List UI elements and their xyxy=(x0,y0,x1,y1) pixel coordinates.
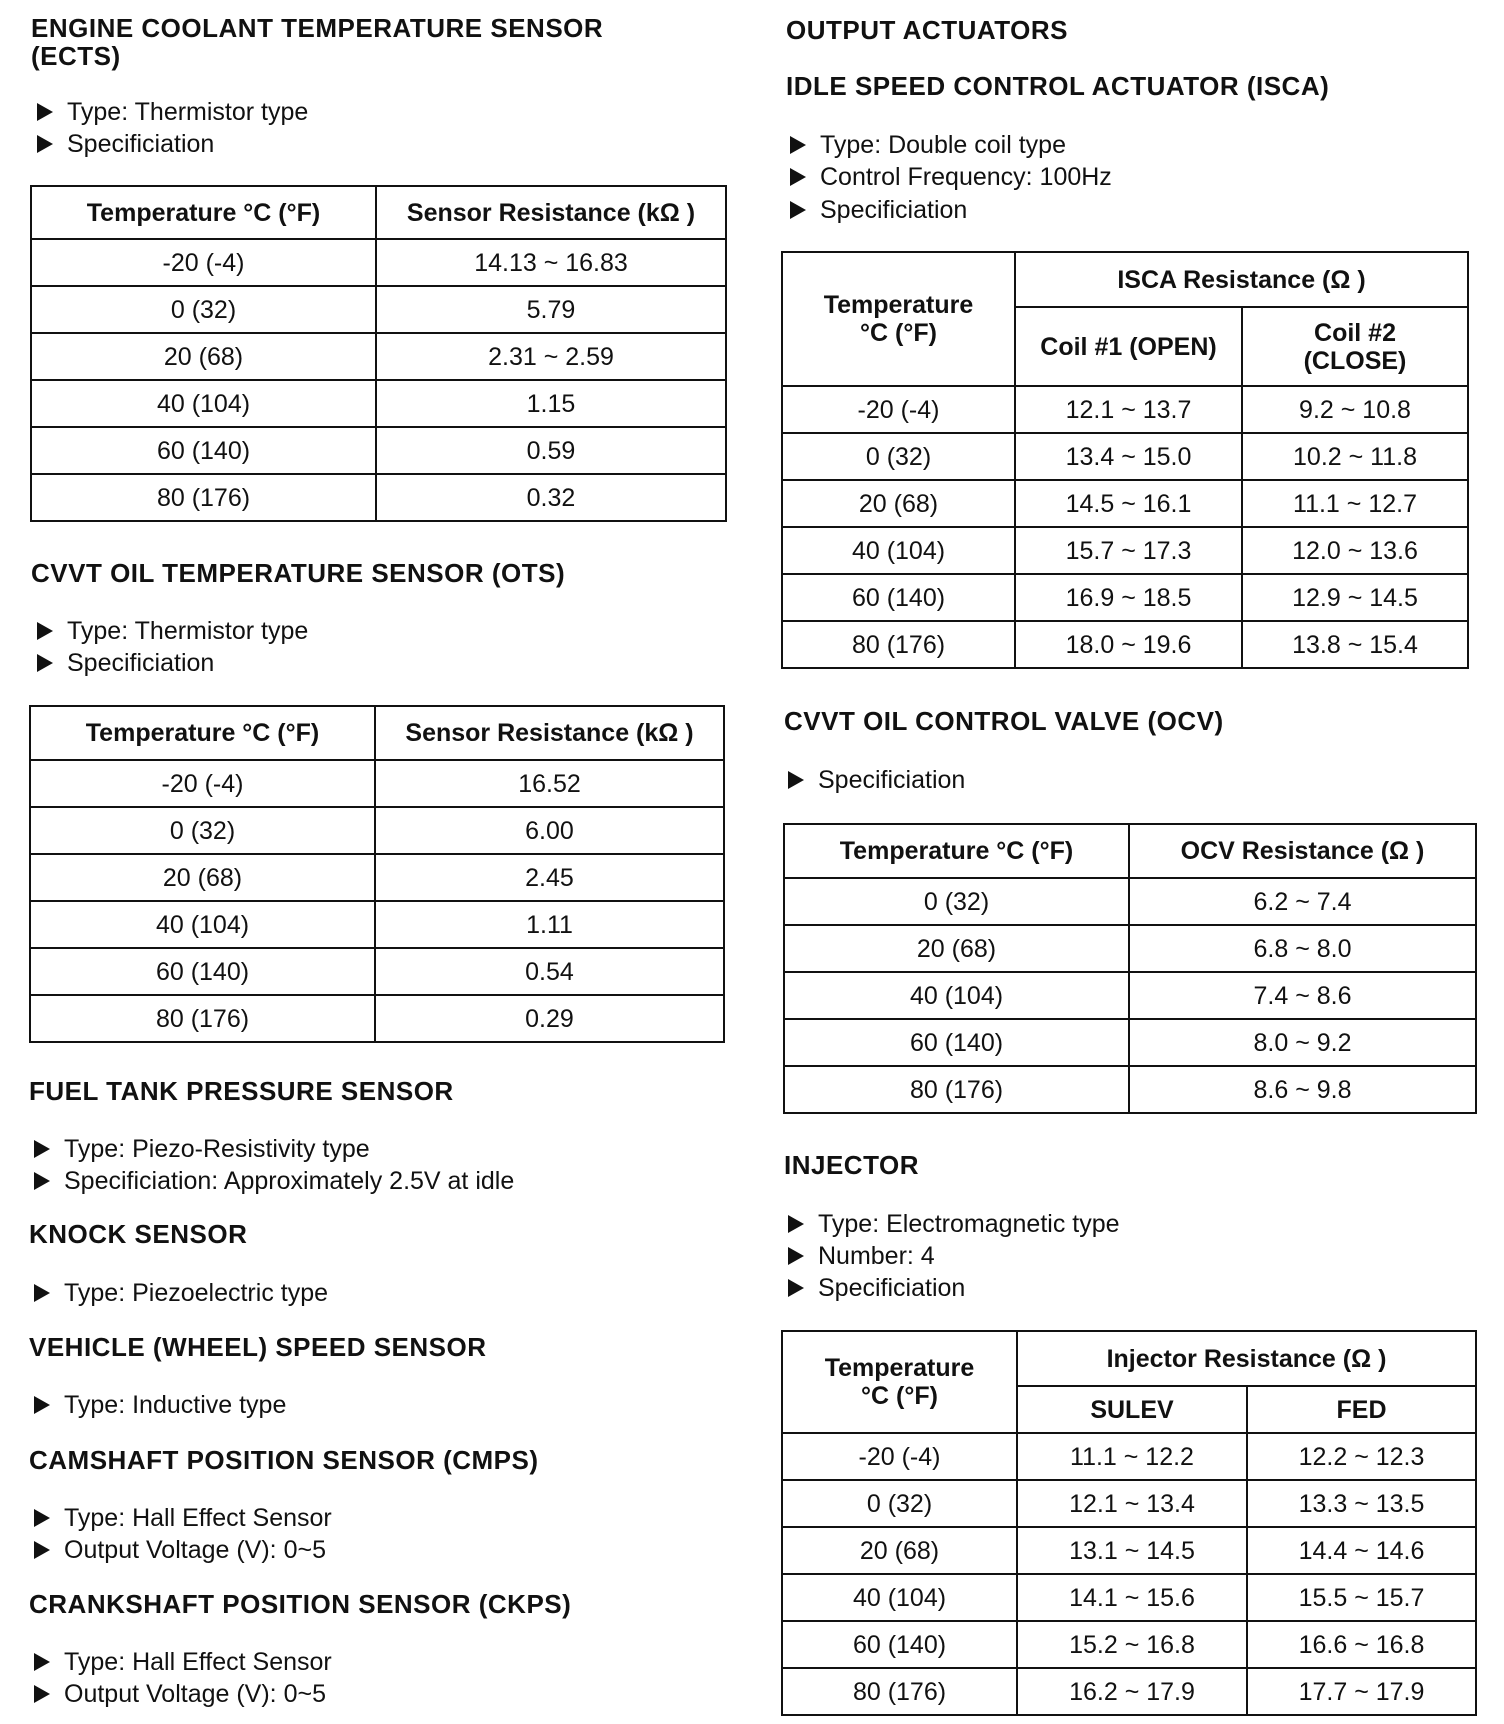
cell-coil2: 12.0 ~ 13.6 xyxy=(1242,527,1468,574)
cell-temp: 60 (140) xyxy=(31,427,376,474)
table-header-row xyxy=(782,1331,1476,1386)
col-header-temperature: Temperature °C (°F) xyxy=(784,824,1129,878)
table-row xyxy=(782,433,1468,480)
cell-temp: 60 (140) xyxy=(784,1019,1129,1066)
bullet-arrow-icon xyxy=(34,1685,50,1703)
table-row xyxy=(784,972,1476,1019)
table-row xyxy=(782,480,1468,527)
header-line: Temperature xyxy=(823,291,974,319)
cell-resistance: 1.11 xyxy=(375,901,724,948)
table-row xyxy=(782,1527,1476,1574)
table-row xyxy=(782,527,1468,574)
injector-bullet-spec xyxy=(788,1272,965,1304)
ects-title-line1: ENGINE COOLANT TEMPERATURE SENSOR xyxy=(31,13,604,43)
table-row xyxy=(784,1019,1476,1066)
header-line: °C (°F) xyxy=(861,1382,938,1410)
cell-temp: 20 (68) xyxy=(31,333,376,380)
cmps-title: CAMSHAFT POSITION SENSOR (CMPS) xyxy=(29,1445,539,1475)
cell-temp: 80 (176) xyxy=(782,1668,1017,1715)
ocv-table xyxy=(783,823,1477,1114)
table-row xyxy=(782,1433,1476,1480)
bullet-text: Specificiation xyxy=(820,196,968,224)
bullet-text: Type: Thermistor type xyxy=(67,98,309,126)
cell-sulev: 15.2 ~ 16.8 xyxy=(1017,1621,1247,1668)
table-row xyxy=(782,574,1468,621)
cell-resistance: 14.13 ~ 16.83 xyxy=(376,239,726,286)
bullet-text: Specificiation xyxy=(818,1274,966,1302)
cell-temp: -20 (-4) xyxy=(30,760,375,807)
table-header-row xyxy=(782,252,1468,307)
cell-temp: 80 (176) xyxy=(784,1066,1129,1113)
bullet-text: Control Frequency: 100Hz xyxy=(820,163,1112,191)
ects-title-line2: (ECTS) xyxy=(31,41,121,71)
cell-temp: -20 (-4) xyxy=(31,239,376,286)
cell-coil2: 9.2 ~ 10.8 xyxy=(1242,386,1468,433)
cell-temp: 40 (104) xyxy=(30,901,375,948)
cell-coil2: 13.8 ~ 15.4 xyxy=(1242,621,1468,668)
ckps-title: CRANKSHAFT POSITION SENSOR (CKPS) xyxy=(29,1589,572,1619)
ots-bullet-spec xyxy=(37,647,214,679)
bullet-arrow-icon xyxy=(37,103,53,121)
cell-temp: 40 (104) xyxy=(782,527,1015,574)
bullet-text: Specificiation xyxy=(67,649,215,677)
injector-table xyxy=(781,1330,1477,1716)
table-row xyxy=(30,948,724,995)
table-row xyxy=(782,1621,1476,1668)
ects-title xyxy=(31,14,603,70)
cell-coil1: 14.5 ~ 16.1 xyxy=(1015,480,1242,527)
bullet-text: Type: Piezo-Resistivity type xyxy=(64,1135,370,1163)
cell-resistance: 6.00 xyxy=(375,807,724,854)
table-row xyxy=(30,995,724,1042)
cell-sulev: 14.1 ~ 15.6 xyxy=(1017,1574,1247,1621)
cell-fed: 13.3 ~ 13.5 xyxy=(1247,1480,1476,1527)
fuel-tank-title: FUEL TANK PRESSURE SENSOR xyxy=(29,1076,454,1106)
isca-title: IDLE SPEED CONTROL ACTUATOR (ISCA) xyxy=(786,71,1330,101)
cell-sulev: 11.1 ~ 12.2 xyxy=(1017,1433,1247,1480)
cell-coil1: 12.1 ~ 13.7 xyxy=(1015,386,1242,433)
cell-resistance: 0.54 xyxy=(375,948,724,995)
col-header-temperature xyxy=(782,1331,1017,1433)
bullet-text: Specificiation xyxy=(818,766,966,794)
col-header-resistance: Sensor Resistance (kΩ ) xyxy=(375,706,724,760)
cell-resistance: 2.31 ~ 2.59 xyxy=(376,333,726,380)
bullet-arrow-icon xyxy=(790,136,806,154)
fuel-bullet-type xyxy=(34,1133,370,1165)
cell-sulev: 16.2 ~ 17.9 xyxy=(1017,1668,1247,1715)
cell-temp: 60 (140) xyxy=(782,574,1015,621)
isca-bullet-frequency xyxy=(790,161,1112,193)
bullet-arrow-icon xyxy=(790,168,806,186)
col-header-resistance: Sensor Resistance (kΩ ) xyxy=(376,186,726,239)
bullet-arrow-icon xyxy=(34,1284,50,1302)
cell-fed: 12.2 ~ 12.3 xyxy=(1247,1433,1476,1480)
bullet-text: Output Voltage (V): 0~5 xyxy=(64,1536,326,1564)
cell-resistance: 0.32 xyxy=(376,474,726,521)
table-header-row xyxy=(784,824,1476,878)
cell-fed: 17.7 ~ 17.9 xyxy=(1247,1668,1476,1715)
cell-temp: 0 (32) xyxy=(784,878,1129,925)
col-header-isca-resistance: ISCA Resistance (Ω ) xyxy=(1015,252,1468,307)
cell-temp: 20 (68) xyxy=(784,925,1129,972)
cmps-bullet-voltage xyxy=(34,1534,326,1566)
bullet-arrow-icon xyxy=(788,1279,804,1297)
header-line: Coil #2 xyxy=(1314,318,1396,347)
bullet-arrow-icon xyxy=(37,622,53,640)
cell-resistance: 6.8 ~ 8.0 xyxy=(1129,925,1476,972)
cell-coil2: 10.2 ~ 11.8 xyxy=(1242,433,1468,480)
knock-bullet-type xyxy=(34,1277,328,1309)
cell-temp: 40 (104) xyxy=(31,380,376,427)
ects-bullet-spec xyxy=(37,128,214,160)
bullet-text: Number: 4 xyxy=(818,1242,935,1270)
cell-temp: 20 (68) xyxy=(30,854,375,901)
bullet-arrow-icon xyxy=(34,1140,50,1158)
cell-coil2: 11.1 ~ 12.7 xyxy=(1242,480,1468,527)
ocv-title: CVVT OIL CONTROL VALVE (OCV) xyxy=(784,706,1224,736)
cell-resistance: 16.52 xyxy=(375,760,724,807)
col-header-fed: FED xyxy=(1247,1386,1476,1433)
bullet-text: Output Voltage (V): 0~5 xyxy=(64,1680,326,1708)
fuel-bullet-spec xyxy=(34,1165,514,1197)
cell-sulev: 12.1 ~ 13.4 xyxy=(1017,1480,1247,1527)
cell-temp: 0 (32) xyxy=(31,286,376,333)
cell-sulev: 13.1 ~ 14.5 xyxy=(1017,1527,1247,1574)
cell-coil1: 18.0 ~ 19.6 xyxy=(1015,621,1242,668)
table-row xyxy=(31,286,726,333)
cmps-bullet-type xyxy=(34,1502,332,1534)
table-row xyxy=(782,1668,1476,1715)
cell-coil2: 12.9 ~ 14.5 xyxy=(1242,574,1468,621)
table-row xyxy=(30,901,724,948)
header-line: Temperature xyxy=(824,1354,975,1382)
bullet-text: Type: Thermistor type xyxy=(67,617,309,645)
table-row xyxy=(31,474,726,521)
bullet-arrow-icon xyxy=(788,1247,804,1265)
cell-temp: 20 (68) xyxy=(782,1527,1017,1574)
table-row xyxy=(782,386,1468,433)
cell-resistance: 2.45 xyxy=(375,854,724,901)
col-header-ocv-resistance: OCV Resistance (Ω ) xyxy=(1129,824,1476,878)
table-row xyxy=(31,239,726,286)
ckps-bullet-voltage xyxy=(34,1678,326,1710)
bullet-text: Specificiation: Approximately 2.5V at idle xyxy=(64,1167,515,1195)
vss-bullet-type xyxy=(34,1389,286,1421)
table-row xyxy=(784,1066,1476,1113)
col-header-coil1: Coil #1 (OPEN) xyxy=(1015,307,1242,386)
table-row xyxy=(30,760,724,807)
ots-title: CVVT OIL TEMPERATURE SENSOR (OTS) xyxy=(31,558,566,588)
cell-resistance: 8.6 ~ 9.8 xyxy=(1129,1066,1476,1113)
cell-temp: 0 (32) xyxy=(782,1480,1017,1527)
col-header-sulev: SULEV xyxy=(1017,1386,1247,1433)
ots-bullet-type xyxy=(37,615,308,647)
bullet-arrow-icon xyxy=(37,654,53,672)
header-line: °C (°F) xyxy=(860,319,937,347)
cell-temp: -20 (-4) xyxy=(782,386,1015,433)
cell-temp: 80 (176) xyxy=(30,995,375,1042)
cell-coil1: 13.4 ~ 15.0 xyxy=(1015,433,1242,480)
cell-temp: -20 (-4) xyxy=(782,1433,1017,1480)
bullet-arrow-icon xyxy=(34,1653,50,1671)
knock-sensor-title: KNOCK SENSOR xyxy=(29,1219,248,1249)
vehicle-speed-title: VEHICLE (WHEEL) SPEED SENSOR xyxy=(29,1332,487,1362)
cell-coil1: 16.9 ~ 18.5 xyxy=(1015,574,1242,621)
bullet-arrow-icon xyxy=(790,201,806,219)
cell-temp: 60 (140) xyxy=(30,948,375,995)
table-row xyxy=(784,878,1476,925)
bullet-arrow-icon xyxy=(34,1396,50,1414)
table-row xyxy=(30,854,724,901)
injector-title: INJECTOR xyxy=(784,1150,919,1180)
col-header-temperature xyxy=(782,252,1015,386)
cell-temp: 80 (176) xyxy=(782,621,1015,668)
bullet-arrow-icon xyxy=(788,771,804,789)
table-row xyxy=(31,427,726,474)
cell-temp: 60 (140) xyxy=(782,1621,1017,1668)
table-header-row xyxy=(30,706,724,760)
ots-table xyxy=(29,705,725,1043)
table-row xyxy=(31,380,726,427)
injector-bullet-type xyxy=(788,1208,1120,1240)
isca-bullet-spec xyxy=(790,194,967,226)
bullet-text: Specificiation xyxy=(67,130,215,158)
cell-temp: 40 (104) xyxy=(782,1574,1017,1621)
cell-temp: 0 (32) xyxy=(30,807,375,854)
ocv-bullet-spec xyxy=(788,764,965,796)
cell-resistance: 5.79 xyxy=(376,286,726,333)
isca-table xyxy=(781,251,1469,669)
bullet-text: Type: Piezoelectric type xyxy=(64,1279,329,1307)
bullet-text: Type: Double coil type xyxy=(820,131,1066,159)
cell-temp: 80 (176) xyxy=(31,474,376,521)
cell-temp: 0 (32) xyxy=(782,433,1015,480)
table-row xyxy=(31,333,726,380)
output-actuators-title: OUTPUT ACTUATORS xyxy=(786,15,1068,45)
bullet-text: Type: Hall Effect Sensor xyxy=(64,1648,332,1676)
cell-resistance: 7.4 ~ 8.6 xyxy=(1129,972,1476,1019)
bullet-arrow-icon xyxy=(34,1172,50,1190)
table-row xyxy=(784,925,1476,972)
cell-resistance: 0.29 xyxy=(375,995,724,1042)
col-header-coil2 xyxy=(1242,307,1468,386)
cell-resistance: 8.0 ~ 9.2 xyxy=(1129,1019,1476,1066)
col-header-temperature: Temperature °C (°F) xyxy=(31,186,376,239)
ckps-bullet-type xyxy=(34,1646,332,1678)
cell-fed: 14.4 ~ 14.6 xyxy=(1247,1527,1476,1574)
bullet-text: Type: Hall Effect Sensor xyxy=(64,1504,332,1532)
cell-temp: 20 (68) xyxy=(782,480,1015,527)
col-header-injector-resistance: Injector Resistance (Ω ) xyxy=(1017,1331,1476,1386)
ects-table xyxy=(30,185,727,522)
table-header-row xyxy=(31,186,726,239)
bullet-arrow-icon xyxy=(34,1509,50,1527)
cell-temp: 40 (104) xyxy=(784,972,1129,1019)
bullet-arrow-icon xyxy=(34,1541,50,1559)
bullet-arrow-icon xyxy=(37,135,53,153)
table-row xyxy=(782,1480,1476,1527)
cell-fed: 16.6 ~ 16.8 xyxy=(1247,1621,1476,1668)
ects-bullet-type xyxy=(37,96,308,128)
injector-bullet-number xyxy=(788,1240,935,1272)
header-line: (CLOSE) xyxy=(1303,346,1407,375)
bullet-text: Type: Electromagnetic type xyxy=(818,1210,1120,1238)
cell-coil1: 15.7 ~ 17.3 xyxy=(1015,527,1242,574)
col-header-temperature: Temperature °C (°F) xyxy=(30,706,375,760)
table-row xyxy=(30,807,724,854)
bullet-arrow-icon xyxy=(788,1215,804,1233)
isca-bullet-type xyxy=(790,129,1066,161)
cell-fed: 15.5 ~ 15.7 xyxy=(1247,1574,1476,1621)
table-row xyxy=(782,621,1468,668)
cell-resistance: 6.2 ~ 7.4 xyxy=(1129,878,1476,925)
bullet-text: Type: Inductive type xyxy=(64,1391,287,1419)
table-row xyxy=(782,1574,1476,1621)
cell-resistance: 0.59 xyxy=(376,427,726,474)
cell-resistance: 1.15 xyxy=(376,380,726,427)
